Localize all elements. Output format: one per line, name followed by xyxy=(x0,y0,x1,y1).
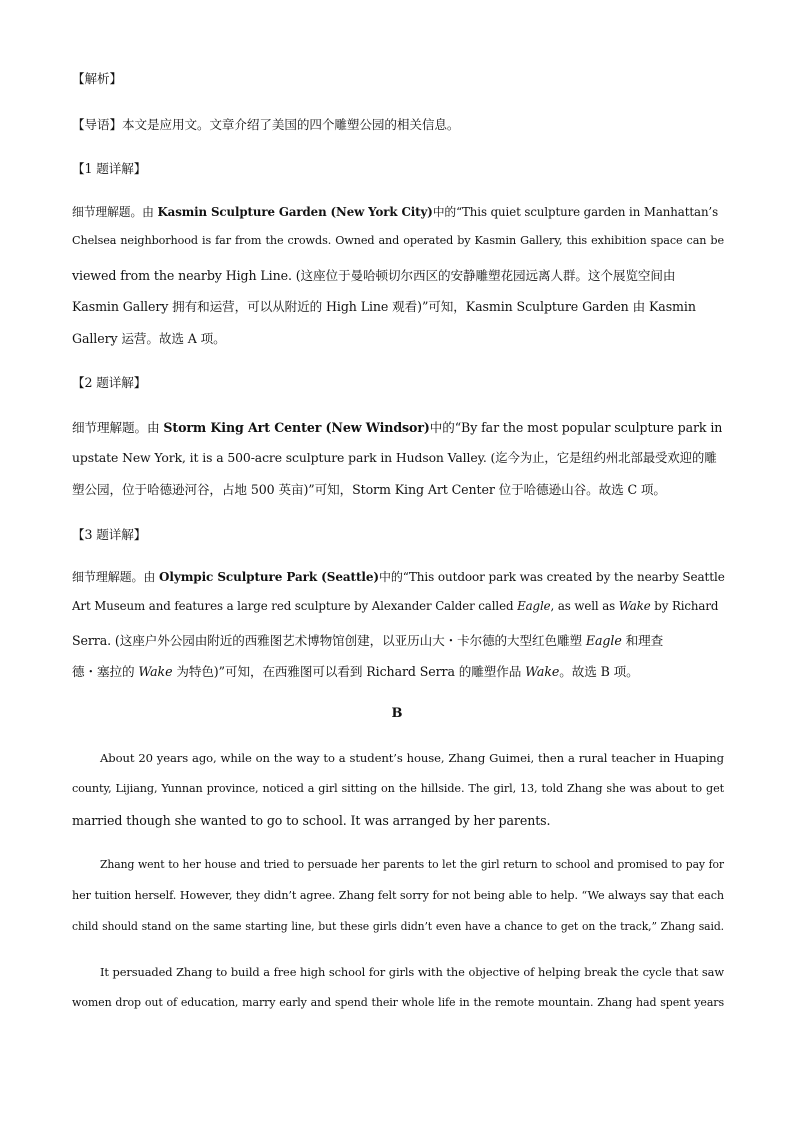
q3-sculpture-wake: Wake xyxy=(618,599,651,613)
section-b-p1-line-1: About 20 years ago, while on the way to a student’s house, Zhang Guimei, then a rural teacher in Huaping xyxy=(100,751,724,765)
q2-park-name: Storm King Art Center (New Windsor) xyxy=(163,420,430,435)
q2-line-1-post: 中的“By far the most popular sculpture park in xyxy=(429,420,723,435)
q3-line-3-b: 和理查 xyxy=(621,633,664,648)
q2-heading: 【2 题详解】 xyxy=(72,375,147,390)
q3-sculpture-eagle: Eagle xyxy=(517,599,551,613)
q3-line-2-a: Art Museum and features a large red sculpture by Alexander Calder called xyxy=(72,599,518,613)
section-b-p3-line-2: women drop out of education, marry early and spend their whole life in the remote mountain. Zhang had spent years xyxy=(72,996,724,1009)
q1-heading: 【1 题详解】 xyxy=(72,161,147,176)
analysis-intro: 【导语】本文是应用文。文章介绍了美国的四个雕塑公园的相关信息。 xyxy=(72,117,460,132)
q3-line-2-b: , as well as xyxy=(550,599,619,613)
q3-heading: 【3 题详解】 xyxy=(72,527,147,542)
q1-line-2: Chelsea neighborhood is far from the crowds. Owned and operated by Kasmin Gallery, this exhibition space can be xyxy=(72,234,724,247)
analysis-title: 【解析】 xyxy=(72,71,122,86)
q3-line-1-pre: 细节理解题。由 xyxy=(72,570,160,584)
q3-line-4-a: 德・塞拉的 xyxy=(72,664,139,679)
q3-line-4 xyxy=(72,661,724,680)
q1-line-4: Kasmin Gallery 拥有和运营，可以从附近的 High Line 观看)”可知，Kasmin Sculpture Garden 由 Kasmin xyxy=(72,299,696,314)
section-b-p3-line-1: It persuaded Zhang to build a free high school for girls with the objective of helping break the cycle that saw xyxy=(100,965,724,979)
q2-line-1 xyxy=(72,417,724,436)
q1-line-1-pre: 细节理解题。由 xyxy=(72,205,158,219)
q1-line-1 xyxy=(72,203,724,220)
q1-line-5: Gallery 运营。故选 A 项。 xyxy=(72,331,226,346)
q3-line-4-c: 。故选 B 项。 xyxy=(559,664,639,679)
section-b-p1-line-2: county, Lijiang, Yunnan province, noticed a girl sitting on the hillside. The girl, 13, told Zhang she was about to get xyxy=(72,782,724,795)
q1-line-3: viewed from the nearby High Line. (这座位于曼哈顿切尔西区的安静雕塑花园远离人群。这个展览空间由 xyxy=(72,268,676,283)
q2-line-3: 塑公园，位于哈德逊河谷，占地 500 英亩)”可知，Storm King Art Center 位于哈德逊山谷。故选 C 项。 xyxy=(72,482,666,497)
q3-line-1-post: 中的“This outdoor park was created by the nearby Seattle xyxy=(378,570,725,584)
q2-line-1-pre: 细节理解题。由 xyxy=(72,420,164,435)
q3-line-4-b: 为特色)”可知，在西雅图可以看到 Richard Serra 的雕塑作品 xyxy=(172,664,526,679)
q3-line-3-a: Serra. (这座户外公园由附近的西雅图艺术博物馆创建，以亚历山大・卡尔德的大型红色雕塑 xyxy=(72,633,586,648)
q3-park-name: Olympic Sculpture Park (Seattle) xyxy=(159,570,379,584)
q3-line-4-wake-1: Wake xyxy=(138,664,173,679)
q3-line-2-c: by Richard xyxy=(650,599,719,613)
q2-line-2: upstate New York, it is a 500-acre sculpture park in Hudson Valley. (迄今为止，它是纽约州北部最受欢迎的雕 xyxy=(72,450,717,465)
q3-line-1 xyxy=(72,568,724,585)
q3-line-2 xyxy=(72,599,724,613)
q1-line-1-post: 中的“This quiet sculpture garden in Manhattan’s xyxy=(432,205,719,219)
section-b-label: B xyxy=(391,706,403,721)
q3-line-4-wake-2: Wake xyxy=(525,664,560,679)
section-b-p2-line-3: child should stand on the same starting line, but these girls didn’t even have a chance to get on the track,” Zhang said. xyxy=(72,920,724,933)
q1-park-name: Kasmin Sculpture Garden (New York City) xyxy=(157,205,433,219)
q3-line-3 xyxy=(72,630,724,649)
section-b-p2-line-2: her tuition herself. However, they didn’t agree. Zhang felt sorry for not being able to help. “We always say that each xyxy=(72,889,724,902)
section-b-p1-line-3: married though she wanted to go to school. It was arranged by her parents. xyxy=(72,813,551,828)
q3-line-3-eagle: Eagle xyxy=(585,633,622,648)
section-b-p2-line-1: Zhang went to her house and tried to persuade her parents to let the girl return to school and promised to pay for xyxy=(100,858,724,871)
